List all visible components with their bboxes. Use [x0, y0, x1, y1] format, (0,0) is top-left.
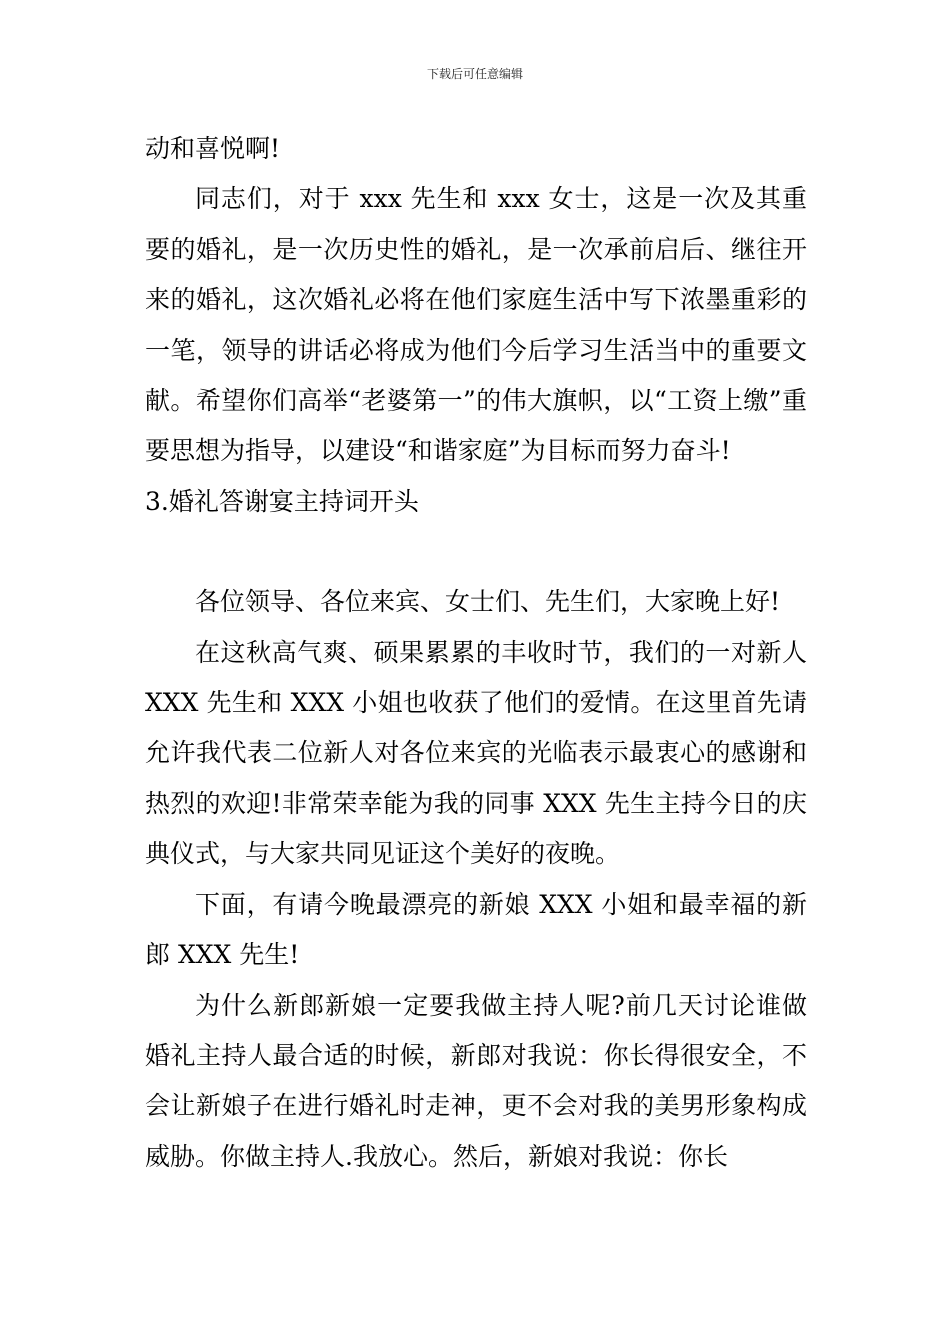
paragraph-welcome: 在这秋高气爽、硕果累累的丰收时节，我们的一对新人 XXX 先生和 XXX 小姐也收获了他们的爱情。在这里首先请允许我代表二位新人对各位来宾的光临表示最衷心的感谢和热烈的欢迎!非常荣幸能为我的同事 XXX 先生主持今日的庆典仪式，与大家共同见证这个美好的夜晚。	[145, 637, 807, 869]
document-body	[145, 124, 807, 1182]
blank-line	[145, 527, 807, 577]
section-heading: 3.婚礼答谢宴主持词开头	[145, 486, 419, 516]
paragraph-invitation: 下面，有请今晚最漂亮的新娘 XXX 小姐和最幸福的新郎 XXX 先生!	[145, 889, 807, 970]
page-header: 下载后可任意编辑	[426, 67, 523, 81]
paragraph-anecdote: 为什么新郎新娘一定要我做主持人呢?前几天讨论谁做婚礼主持人最合适的时候，新郎对我说：你长得很安全，不会让新娘子在进行婚礼时走神，更不会对我的美男形象构成威胁。你做主持人.我放心。然后，新娘对我说：你长	[145, 990, 807, 1171]
paragraph-speech: 同志们，对于 xxx 先生和 xxx 女士，这是一次及其重要的婚礼，是一次历史性的婚礼，是一次承前启后、继往开来的婚礼，这次婚礼必将在他们家庭生活中写下浓墨重彩的一笔，领导的讲话必将成为他们今后学习生活当中的重要文献。希望你们高举“老婆第一”的伟大旗帜，以“工资上缴”重要思想为指导，以建设“和谐家庭”为目标而努力奋斗!	[145, 184, 807, 466]
paragraph-greeting: 各位领导、各位来宾、女士们、先生们，大家晚上好!	[195, 587, 781, 617]
paragraph-continuation: 动和喜悦啊!	[145, 134, 281, 163]
